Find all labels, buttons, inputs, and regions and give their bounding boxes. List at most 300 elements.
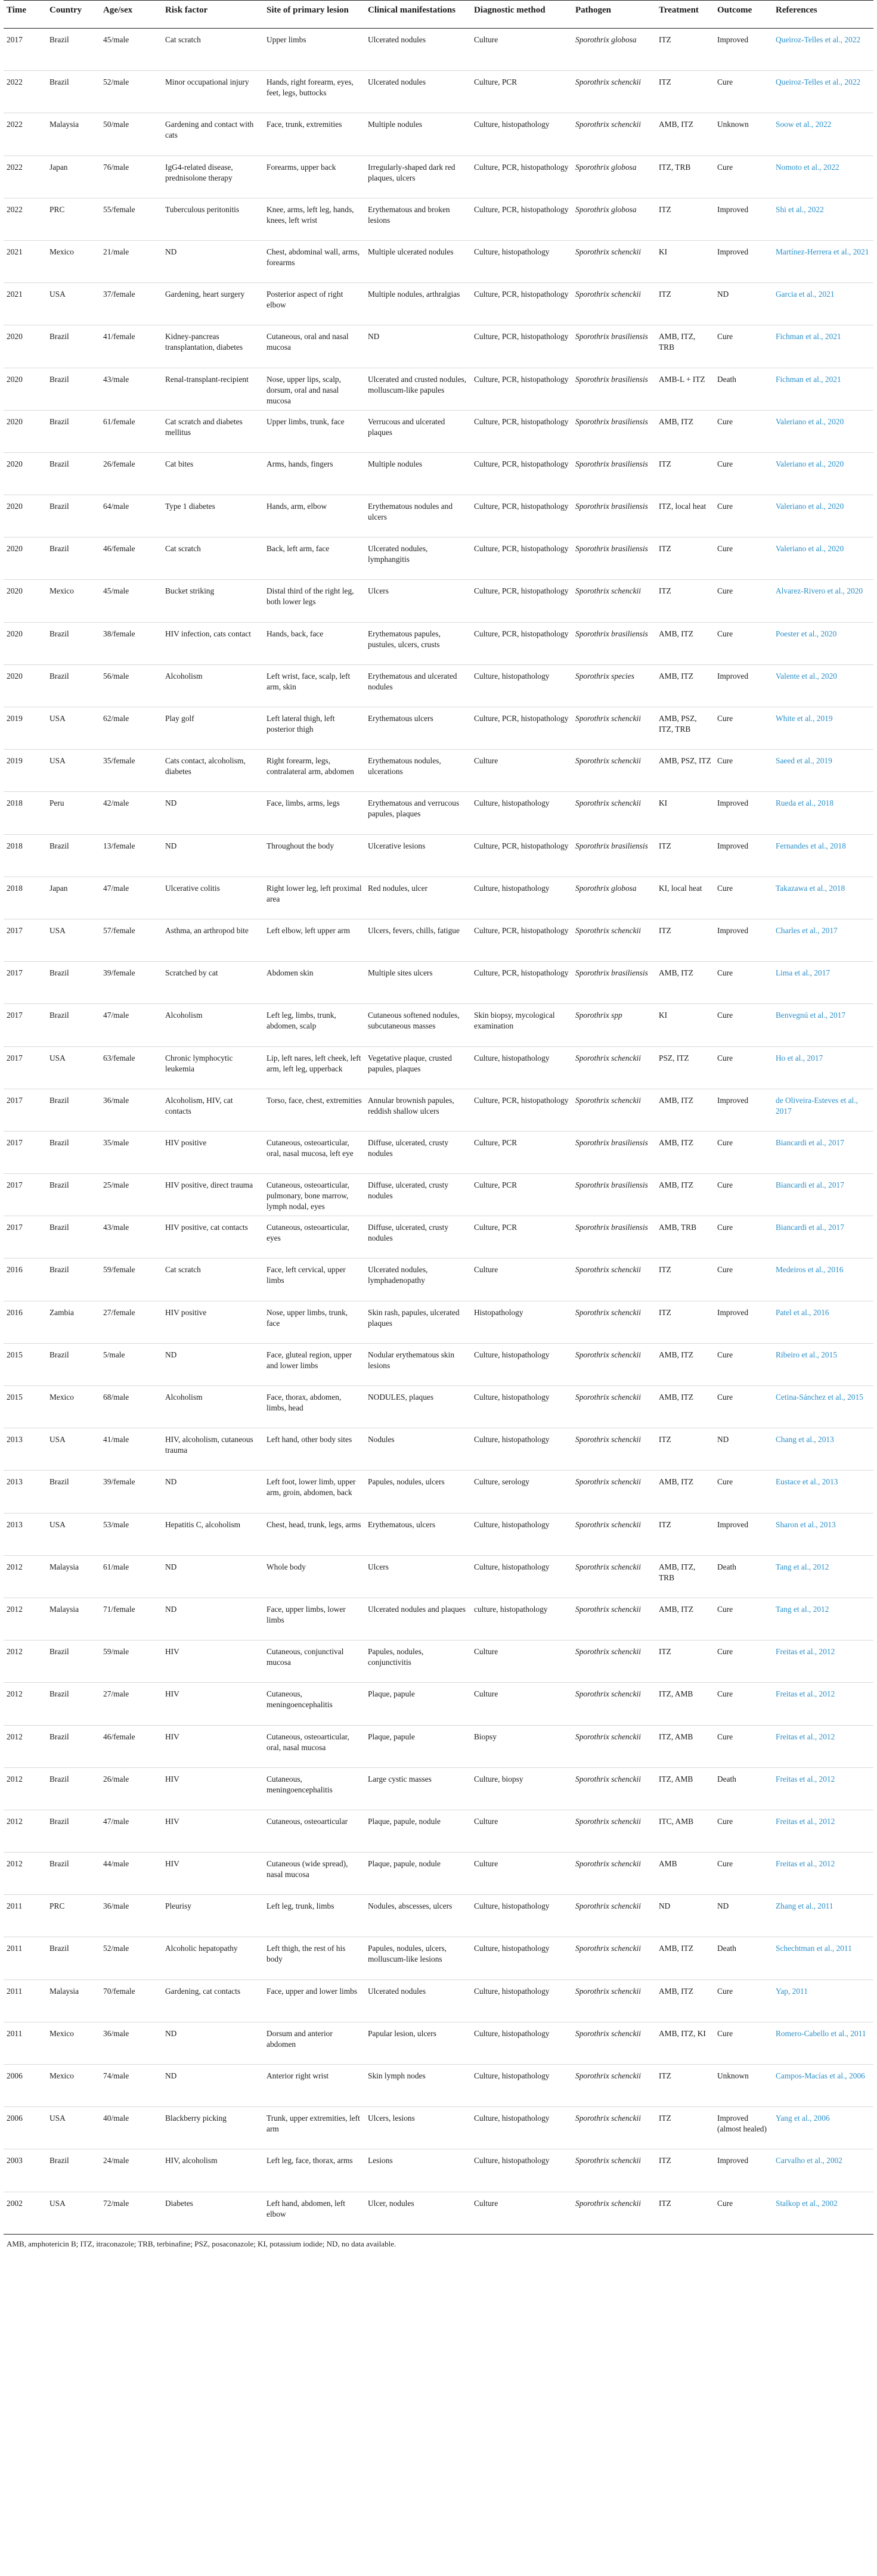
cell-treatment: ITZ bbox=[656, 834, 714, 877]
cell-outcome: Improved bbox=[714, 664, 773, 707]
cell-diagnostic: Culture, PCR, histopathology bbox=[471, 452, 572, 495]
cell-diagnostic: Culture, PCR, histopathology bbox=[471, 1089, 572, 1131]
cell-site: Left thigh, the rest of his body bbox=[264, 1937, 365, 1980]
cell-treatment: ITZ bbox=[656, 1259, 714, 1301]
cell-site: Cutaneous, meningoencephalitis bbox=[264, 1767, 365, 1810]
cell-risk-factor: Cat bites bbox=[162, 452, 264, 495]
cell-references[interactable]: Valeriano et al., 2020 bbox=[773, 410, 873, 452]
cell-time: 2012 bbox=[4, 1725, 47, 1767]
cell-time: 2018 bbox=[4, 877, 47, 919]
cell-risk-factor: ND bbox=[162, 2065, 264, 2107]
cell-risk-factor: Cat scratch bbox=[162, 537, 264, 580]
cell-site: Posterior aspect of right elbow bbox=[264, 283, 365, 325]
cell-references[interactable]: Valeriano et al., 2020 bbox=[773, 495, 873, 537]
cell-outcome: Cure bbox=[714, 410, 773, 452]
cell-outcome: Cure bbox=[714, 495, 773, 537]
cell-references[interactable]: Ho et al., 2017 bbox=[773, 1046, 873, 1089]
cell-pathogen: Sporothrix globosa bbox=[572, 198, 656, 240]
cell-age-sex: 52/male bbox=[100, 71, 162, 113]
cell-risk-factor: Gardening and contact with cats bbox=[162, 113, 264, 156]
cell-outcome: Cure bbox=[714, 1725, 773, 1767]
cell-time: 2022 bbox=[4, 156, 47, 198]
cell-outcome: Death bbox=[714, 368, 773, 410]
cell-age-sex: 26/male bbox=[100, 1767, 162, 1810]
cell-pathogen: Sporothrix brasiliensis bbox=[572, 622, 656, 664]
cell-country: Brazil bbox=[47, 834, 100, 877]
table-row bbox=[4, 962, 873, 1004]
table-row bbox=[4, 1895, 873, 1937]
table-row bbox=[4, 452, 873, 495]
cell-clinical: Papules, nodules, ulcers, molluscum-like lesions bbox=[365, 1937, 471, 1980]
cell-references[interactable]: Benvegnú et al., 2017 bbox=[773, 1004, 873, 1046]
cell-references[interactable]: Sharon et al., 2013 bbox=[773, 1513, 873, 1555]
cell-site: Back, left arm, face bbox=[264, 537, 365, 580]
cell-time: 2015 bbox=[4, 1386, 47, 1428]
table-row bbox=[4, 1174, 873, 1216]
cell-age-sex: 45/male bbox=[100, 580, 162, 622]
cell-age-sex: 59/female bbox=[100, 1259, 162, 1301]
cell-outcome: Cure bbox=[714, 1343, 773, 1385]
cell-time: 2012 bbox=[4, 1683, 47, 1725]
table-row bbox=[4, 2192, 873, 2234]
cell-outcome: Cure bbox=[714, 325, 773, 368]
cell-references[interactable]: Chang et al., 2013 bbox=[773, 1428, 873, 1471]
table-row bbox=[4, 113, 873, 156]
cell-clinical: Verrucous and ulcerated plaques bbox=[365, 410, 471, 452]
table-row bbox=[4, 198, 873, 240]
cell-country: Brazil bbox=[47, 1767, 100, 1810]
cell-diagnostic: Culture bbox=[471, 1640, 572, 1683]
cell-outcome: Improved bbox=[714, 240, 773, 282]
cell-outcome: Cure bbox=[714, 750, 773, 792]
cell-references[interactable]: Eustace et al., 2013 bbox=[773, 1471, 873, 1513]
cell-references[interactable]: Ribeiro et al., 2015 bbox=[773, 1343, 873, 1385]
cell-site: Upper limbs bbox=[264, 29, 365, 71]
cell-time: 2013 bbox=[4, 1428, 47, 1471]
cell-references[interactable]: Zhang et al., 2011 bbox=[773, 1895, 873, 1937]
cell-references[interactable]: Tang et al., 2012 bbox=[773, 1555, 873, 1598]
cell-age-sex: 57/female bbox=[100, 919, 162, 961]
cell-risk-factor: Alcoholism bbox=[162, 1386, 264, 1428]
cell-pathogen: Sporothrix brasiliensis bbox=[572, 834, 656, 877]
cell-references[interactable]: Medeiros et al., 2016 bbox=[773, 1259, 873, 1301]
cell-age-sex: 63/female bbox=[100, 1046, 162, 1089]
cell-treatment: AMB, PSZ, ITZ bbox=[656, 750, 714, 792]
cell-age-sex: 62/male bbox=[100, 707, 162, 750]
cell-risk-factor: Blackberry picking bbox=[162, 2107, 264, 2149]
cell-time: 2022 bbox=[4, 113, 47, 156]
cell-country: Brazil bbox=[47, 495, 100, 537]
cell-risk-factor: ND bbox=[162, 1343, 264, 1385]
cell-diagnostic: Culture, serology bbox=[471, 1471, 572, 1513]
cell-references[interactable]: Saeed et al., 2019 bbox=[773, 750, 873, 792]
cell-diagnostic: Culture, PCR, histopathology bbox=[471, 325, 572, 368]
cell-time: 2020 bbox=[4, 495, 47, 537]
cell-age-sex: 47/male bbox=[100, 1004, 162, 1046]
cell-country: USA bbox=[47, 1513, 100, 1555]
cell-age-sex: 70/female bbox=[100, 1980, 162, 2022]
column-header-site: Site of primary lesion bbox=[264, 1, 365, 29]
cell-pathogen: Sporothrix spp bbox=[572, 1004, 656, 1046]
table-row bbox=[4, 71, 873, 113]
cell-risk-factor: HIV, alcoholism, cutaneous trauma bbox=[162, 1428, 264, 1471]
cell-outcome: Cure bbox=[714, 1046, 773, 1089]
cell-diagnostic: Culture, histopathology bbox=[471, 1428, 572, 1471]
cell-outcome: Improved bbox=[714, 919, 773, 961]
cell-references[interactable]: Soow et al., 2022 bbox=[773, 113, 873, 156]
cell-pathogen: Sporothrix schenckii bbox=[572, 2022, 656, 2064]
cell-outcome: Cure bbox=[714, 1259, 773, 1301]
cell-country: Brazil bbox=[47, 537, 100, 580]
cell-outcome: Cure bbox=[714, 1386, 773, 1428]
cell-site: Face, gluteal region, upper and lower limbs bbox=[264, 1343, 365, 1385]
table-row bbox=[4, 368, 873, 410]
cell-site: Torso, face, chest, extremities bbox=[264, 1089, 365, 1131]
cell-risk-factor: Cats contact, alcoholism, diabetes bbox=[162, 750, 264, 792]
cell-site: Abdomen skin bbox=[264, 962, 365, 1004]
cell-pathogen: Sporothrix schenckii bbox=[572, 1640, 656, 1683]
column-header-age-sex: Age/sex bbox=[100, 1, 162, 29]
cell-clinical: Papules, nodules, ulcers bbox=[365, 1471, 471, 1513]
cell-treatment: PSZ, ITZ bbox=[656, 1046, 714, 1089]
cell-references[interactable]: Tang et al., 2012 bbox=[773, 1598, 873, 1640]
cell-risk-factor: Gardening, heart surgery bbox=[162, 283, 264, 325]
cell-risk-factor: HIV, alcoholism bbox=[162, 2149, 264, 2192]
cell-age-sex: 43/male bbox=[100, 368, 162, 410]
cell-references[interactable]: Nomoto et al., 2022 bbox=[773, 156, 873, 198]
cell-risk-factor: HIV infection, cats contact bbox=[162, 622, 264, 664]
cell-age-sex: 44/male bbox=[100, 1853, 162, 1895]
cell-diagnostic: Culture, PCR bbox=[471, 71, 572, 113]
cell-clinical: Erythematous, ulcers bbox=[365, 1513, 471, 1555]
cell-risk-factor: Cat scratch bbox=[162, 29, 264, 71]
cell-clinical: Erythematous and ulcerated nodules bbox=[365, 664, 471, 707]
cell-time: 2017 bbox=[4, 1216, 47, 1259]
cell-references[interactable]: Freitas et al., 2012 bbox=[773, 1683, 873, 1725]
cell-site: Hands, back, face bbox=[264, 622, 365, 664]
cell-clinical: Ulcer, nodules bbox=[365, 2192, 471, 2234]
cell-clinical: Nodules, abscesses, ulcers bbox=[365, 1895, 471, 1937]
cell-references[interactable]: Valeriano et al., 2020 bbox=[773, 537, 873, 580]
table-row bbox=[4, 1555, 873, 1598]
cell-diagnostic: Culture, PCR, histopathology bbox=[471, 410, 572, 452]
cell-risk-factor: Play golf bbox=[162, 707, 264, 750]
cell-age-sex: 47/male bbox=[100, 877, 162, 919]
cell-pathogen: Sporothrix schenckii bbox=[572, 71, 656, 113]
cell-references[interactable]: Campos-Macías et al., 2006 bbox=[773, 2065, 873, 2107]
cell-diagnostic: Culture, PCR, histopathology bbox=[471, 283, 572, 325]
cell-country: Brazil bbox=[47, 1174, 100, 1216]
cell-time: 2006 bbox=[4, 2065, 47, 2107]
cell-pathogen: Sporothrix brasiliensis bbox=[572, 368, 656, 410]
cell-references[interactable]: Charles et al., 2017 bbox=[773, 919, 873, 961]
cell-clinical: ND bbox=[365, 325, 471, 368]
cell-clinical: Ulcers, fevers, chills, fatigue bbox=[365, 919, 471, 961]
cell-risk-factor: Hepatitis C, alcoholism bbox=[162, 1513, 264, 1555]
cell-references[interactable]: Yap, 2011 bbox=[773, 1980, 873, 2022]
cell-time: 2020 bbox=[4, 537, 47, 580]
cell-site: Cutaneous, osteoarticular, eyes bbox=[264, 1216, 365, 1259]
cell-treatment: AMB, ITZ bbox=[656, 664, 714, 707]
cell-country: Brazil bbox=[47, 1471, 100, 1513]
cell-diagnostic: Culture, PCR bbox=[471, 1131, 572, 1173]
cell-treatment: AMB, ITZ bbox=[656, 113, 714, 156]
cell-references[interactable]: Shi et al., 2022 bbox=[773, 198, 873, 240]
cell-time: 2011 bbox=[4, 1937, 47, 1980]
cell-diagnostic: Culture, histopathology bbox=[471, 1046, 572, 1089]
cell-age-sex: 5/male bbox=[100, 1343, 162, 1385]
cell-clinical: Erythematous nodules and ulcers bbox=[365, 495, 471, 537]
cell-treatment: ITC, AMB bbox=[656, 1810, 714, 1852]
cell-country: Brazil bbox=[47, 622, 100, 664]
cell-site: Right forearm, legs, contralateral arm, abdomen bbox=[264, 750, 365, 792]
table-row bbox=[4, 1471, 873, 1513]
cell-references[interactable]: White et al., 2019 bbox=[773, 707, 873, 750]
cell-pathogen: Sporothrix species bbox=[572, 664, 656, 707]
cell-age-sex: 61/female bbox=[100, 410, 162, 452]
cell-site: Nose, upper limbs, trunk, face bbox=[264, 1301, 365, 1343]
cell-country: Brazil bbox=[47, 368, 100, 410]
cell-outcome: Death bbox=[714, 1555, 773, 1598]
cell-age-sex: 56/male bbox=[100, 664, 162, 707]
cell-pathogen: Sporothrix schenckii bbox=[572, 1301, 656, 1343]
cell-age-sex: 35/male bbox=[100, 1131, 162, 1173]
cell-outcome: Cure bbox=[714, 537, 773, 580]
cell-references[interactable]: Garcia et al., 2021 bbox=[773, 283, 873, 325]
cell-treatment: ITZ bbox=[656, 1301, 714, 1343]
cell-site: Cutaneous (wide spread), nasal mucosa bbox=[264, 1853, 365, 1895]
cell-pathogen: Sporothrix globosa bbox=[572, 156, 656, 198]
cell-time: 2017 bbox=[4, 1174, 47, 1216]
cell-references[interactable]: Freitas et al., 2012 bbox=[773, 1767, 873, 1810]
cell-references[interactable]: Freitas et al., 2012 bbox=[773, 1853, 873, 1895]
cell-clinical: Skin rash, papules, ulcerated plaques bbox=[365, 1301, 471, 1343]
table-row bbox=[4, 1598, 873, 1640]
cell-pathogen: Sporothrix schenckii bbox=[572, 1937, 656, 1980]
cell-references[interactable]: Fichman et al., 2021 bbox=[773, 325, 873, 368]
cell-treatment: ITZ bbox=[656, 1513, 714, 1555]
cell-references[interactable]: Fichman et al., 2021 bbox=[773, 368, 873, 410]
cell-treatment: ITZ bbox=[656, 2149, 714, 2192]
cell-treatment: AMB, PSZ, ITZ, TRB bbox=[656, 707, 714, 750]
cell-pathogen: Sporothrix schenckii bbox=[572, 1386, 656, 1428]
cell-outcome: Cure bbox=[714, 71, 773, 113]
cell-time: 2022 bbox=[4, 198, 47, 240]
cell-references[interactable]: Valente et al., 2020 bbox=[773, 664, 873, 707]
cell-references[interactable]: Lima et al., 2017 bbox=[773, 962, 873, 1004]
cell-country: Brazil bbox=[47, 664, 100, 707]
cell-treatment: ITZ bbox=[656, 2192, 714, 2234]
cell-risk-factor: ND bbox=[162, 240, 264, 282]
cell-references[interactable]: Patel et al., 2016 bbox=[773, 1301, 873, 1343]
cell-treatment: AMB, ITZ bbox=[656, 622, 714, 664]
cell-clinical: Multiple nodules bbox=[365, 452, 471, 495]
cell-pathogen: Sporothrix schenckii bbox=[572, 1598, 656, 1640]
cell-time: 2017 bbox=[4, 1089, 47, 1131]
cell-country: Malaysia bbox=[47, 1555, 100, 1598]
cell-diagnostic: Culture, histopathology bbox=[471, 664, 572, 707]
cell-time: 2015 bbox=[4, 1343, 47, 1385]
cell-treatment: ITZ bbox=[656, 29, 714, 71]
cell-clinical: Nodules bbox=[365, 1428, 471, 1471]
cell-age-sex: 47/male bbox=[100, 1810, 162, 1852]
cell-risk-factor: HIV positive, direct trauma bbox=[162, 1174, 264, 1216]
cell-age-sex: 36/male bbox=[100, 1089, 162, 1131]
cell-references[interactable]: Cetina-Sánchez et al., 2015 bbox=[773, 1386, 873, 1428]
table-row bbox=[4, 283, 873, 325]
cell-treatment: ITZ, AMB bbox=[656, 1725, 714, 1767]
cell-site: Face, upper limbs, lower limbs bbox=[264, 1598, 365, 1640]
cell-outcome: Improved bbox=[714, 1301, 773, 1343]
cell-references[interactable]: Takazawa et al., 2018 bbox=[773, 877, 873, 919]
cell-country: Brazil bbox=[47, 29, 100, 71]
cell-country: Mexico bbox=[47, 2022, 100, 2064]
cell-site: Whole body bbox=[264, 1555, 365, 1598]
cell-references[interactable]: Schechtman et al., 2011 bbox=[773, 1937, 873, 1980]
cell-country: Brazil bbox=[47, 1259, 100, 1301]
cell-risk-factor: Asthma, an arthropod bite bbox=[162, 919, 264, 961]
column-header-references: References bbox=[773, 1, 873, 29]
cell-references[interactable]: Biancardi et al., 2017 bbox=[773, 1131, 873, 1173]
cell-pathogen: Sporothrix brasiliensis bbox=[572, 1131, 656, 1173]
table-row bbox=[4, 537, 873, 580]
cell-outcome: ND bbox=[714, 283, 773, 325]
cell-treatment: AMB, ITZ bbox=[656, 1131, 714, 1173]
cell-age-sex: 46/female bbox=[100, 537, 162, 580]
cell-site: Left hand, other body sites bbox=[264, 1428, 365, 1471]
cell-pathogen: Sporothrix globosa bbox=[572, 877, 656, 919]
cell-clinical: Ulcerated nodules bbox=[365, 29, 471, 71]
cell-country: Brazil bbox=[47, 325, 100, 368]
cell-treatment: AMB, ITZ, KI bbox=[656, 2022, 714, 2064]
cell-risk-factor: Ulcerative colitis bbox=[162, 877, 264, 919]
cell-age-sex: 35/female bbox=[100, 750, 162, 792]
cell-country: Japan bbox=[47, 877, 100, 919]
cell-treatment: ITZ, AMB bbox=[656, 1683, 714, 1725]
cell-site: Cutaneous, osteoarticular, pulmonary, bone marrow, lymph nodal, eyes bbox=[264, 1174, 365, 1216]
cell-outcome: Cure bbox=[714, 1131, 773, 1173]
cell-country: PRC bbox=[47, 1895, 100, 1937]
cell-treatment: AMB bbox=[656, 1853, 714, 1895]
cell-diagnostic: Culture, histopathology bbox=[471, 1386, 572, 1428]
cell-references[interactable]: Valeriano et al., 2020 bbox=[773, 452, 873, 495]
cell-time: 2002 bbox=[4, 2192, 47, 2234]
cell-outcome: Cure bbox=[714, 877, 773, 919]
cell-treatment: ITZ bbox=[656, 919, 714, 961]
cell-time: 2018 bbox=[4, 834, 47, 877]
cell-clinical: Multiple ulcerated nodules bbox=[365, 240, 471, 282]
cell-country: Mexico bbox=[47, 240, 100, 282]
table-row bbox=[4, 2065, 873, 2107]
cell-references[interactable]: Romero-Cabello et al., 2011 bbox=[773, 2022, 873, 2064]
cell-references[interactable]: Biancardi et al., 2017 bbox=[773, 1174, 873, 1216]
table-row bbox=[4, 919, 873, 961]
cell-treatment: AMB, ITZ bbox=[656, 1598, 714, 1640]
cell-risk-factor: Alcoholic hepatopathy bbox=[162, 1937, 264, 1980]
cell-diagnostic: Culture bbox=[471, 1259, 572, 1301]
cell-pathogen: Sporothrix schenckii bbox=[572, 1555, 656, 1598]
cell-site: Left foot, lower limb, upper arm, groin, abdomen, back bbox=[264, 1471, 365, 1513]
cell-site: Right lower leg, left proximal area bbox=[264, 877, 365, 919]
cell-time: 2011 bbox=[4, 1895, 47, 1937]
cell-outcome: Improved bbox=[714, 834, 773, 877]
cell-pathogen: Sporothrix schenckii bbox=[572, 919, 656, 961]
cell-references[interactable]: Carvalho et al., 2002 bbox=[773, 2149, 873, 2192]
cell-references[interactable]: Rueda et al., 2018 bbox=[773, 792, 873, 834]
cell-references[interactable]: Martínez-Herrera et al., 2021 bbox=[773, 240, 873, 282]
cell-country: Brazil bbox=[47, 1216, 100, 1259]
table-row bbox=[4, 156, 873, 198]
cell-risk-factor: Type 1 diabetes bbox=[162, 495, 264, 537]
cell-risk-factor: IgG4-related disease, prednisolone therapy bbox=[162, 156, 264, 198]
cell-age-sex: 37/female bbox=[100, 283, 162, 325]
cell-references[interactable]: Biancardi et al., 2017 bbox=[773, 1216, 873, 1259]
cell-references[interactable]: Freitas et al., 2012 bbox=[773, 1725, 873, 1767]
cell-time: 2018 bbox=[4, 792, 47, 834]
cell-country: Brazil bbox=[47, 1131, 100, 1173]
cell-references[interactable]: de Oliveira-Esteves et al., 2017 bbox=[773, 1089, 873, 1131]
cell-time: 2021 bbox=[4, 240, 47, 282]
cell-diagnostic: Culture bbox=[471, 29, 572, 71]
cell-references[interactable]: Yang et al., 2006 bbox=[773, 2107, 873, 2149]
cell-time: 2017 bbox=[4, 1004, 47, 1046]
cell-diagnostic: Culture, histopathology bbox=[471, 1343, 572, 1385]
cell-clinical: Ulcers, lesions bbox=[365, 2107, 471, 2149]
cell-diagnostic: Skin biopsy, mycological examination bbox=[471, 1004, 572, 1046]
cell-outcome: Cure bbox=[714, 156, 773, 198]
cell-pathogen: Sporothrix schenckii bbox=[572, 1259, 656, 1301]
cell-pathogen: Sporothrix brasiliensis bbox=[572, 962, 656, 1004]
cell-diagnostic: Culture, histopathology bbox=[471, 792, 572, 834]
table-row bbox=[4, 1089, 873, 1131]
cell-age-sex: 59/male bbox=[100, 1640, 162, 1683]
cell-pathogen: Sporothrix schenckii bbox=[572, 1810, 656, 1852]
cell-clinical: Ulcerated nodules bbox=[365, 1980, 471, 2022]
cell-references[interactable]: Poester et al., 2020 bbox=[773, 622, 873, 664]
table-row bbox=[4, 29, 873, 71]
cell-references[interactable]: Stalkop et al., 2002 bbox=[773, 2192, 873, 2234]
cell-references[interactable]: Freitas et al., 2012 bbox=[773, 1640, 873, 1683]
cell-pathogen: Sporothrix schenckii bbox=[572, 1046, 656, 1089]
cell-site: Hands, right forearm, eyes, feet, legs, buttocks bbox=[264, 71, 365, 113]
cell-country: Peru bbox=[47, 792, 100, 834]
cell-references[interactable]: Fernandes et al., 2018 bbox=[773, 834, 873, 877]
cell-references[interactable]: Queiroz-Telles et al., 2022 bbox=[773, 71, 873, 113]
cell-site: Cutaneous, conjunctival mucosa bbox=[264, 1640, 365, 1683]
cell-country: Brazil bbox=[47, 410, 100, 452]
cell-pathogen: Sporothrix brasiliensis bbox=[572, 1174, 656, 1216]
table-row bbox=[4, 664, 873, 707]
cell-clinical: Multiple nodules bbox=[365, 113, 471, 156]
cell-references[interactable]: Freitas et al., 2012 bbox=[773, 1810, 873, 1852]
cell-treatment: ITZ bbox=[656, 537, 714, 580]
cell-outcome: Cure bbox=[714, 1640, 773, 1683]
cell-outcome: ND bbox=[714, 1428, 773, 1471]
cell-outcome: Unknown bbox=[714, 113, 773, 156]
cell-diagnostic: Histopathology bbox=[471, 1301, 572, 1343]
cell-time: 2020 bbox=[4, 325, 47, 368]
cell-risk-factor: ND bbox=[162, 792, 264, 834]
cell-diagnostic: Culture, PCR, histopathology bbox=[471, 580, 572, 622]
cell-diagnostic: Culture, histopathology bbox=[471, 240, 572, 282]
cell-risk-factor: HIV bbox=[162, 1640, 264, 1683]
cell-outcome: Cure bbox=[714, 1683, 773, 1725]
cell-references[interactable]: Queiroz-Telles et al., 2022 bbox=[773, 29, 873, 71]
cell-diagnostic: Culture, PCR, histopathology bbox=[471, 495, 572, 537]
cell-references[interactable]: Alvarez-Rivero et al., 2020 bbox=[773, 580, 873, 622]
cell-outcome: Death bbox=[714, 1937, 773, 1980]
table-row bbox=[4, 495, 873, 537]
